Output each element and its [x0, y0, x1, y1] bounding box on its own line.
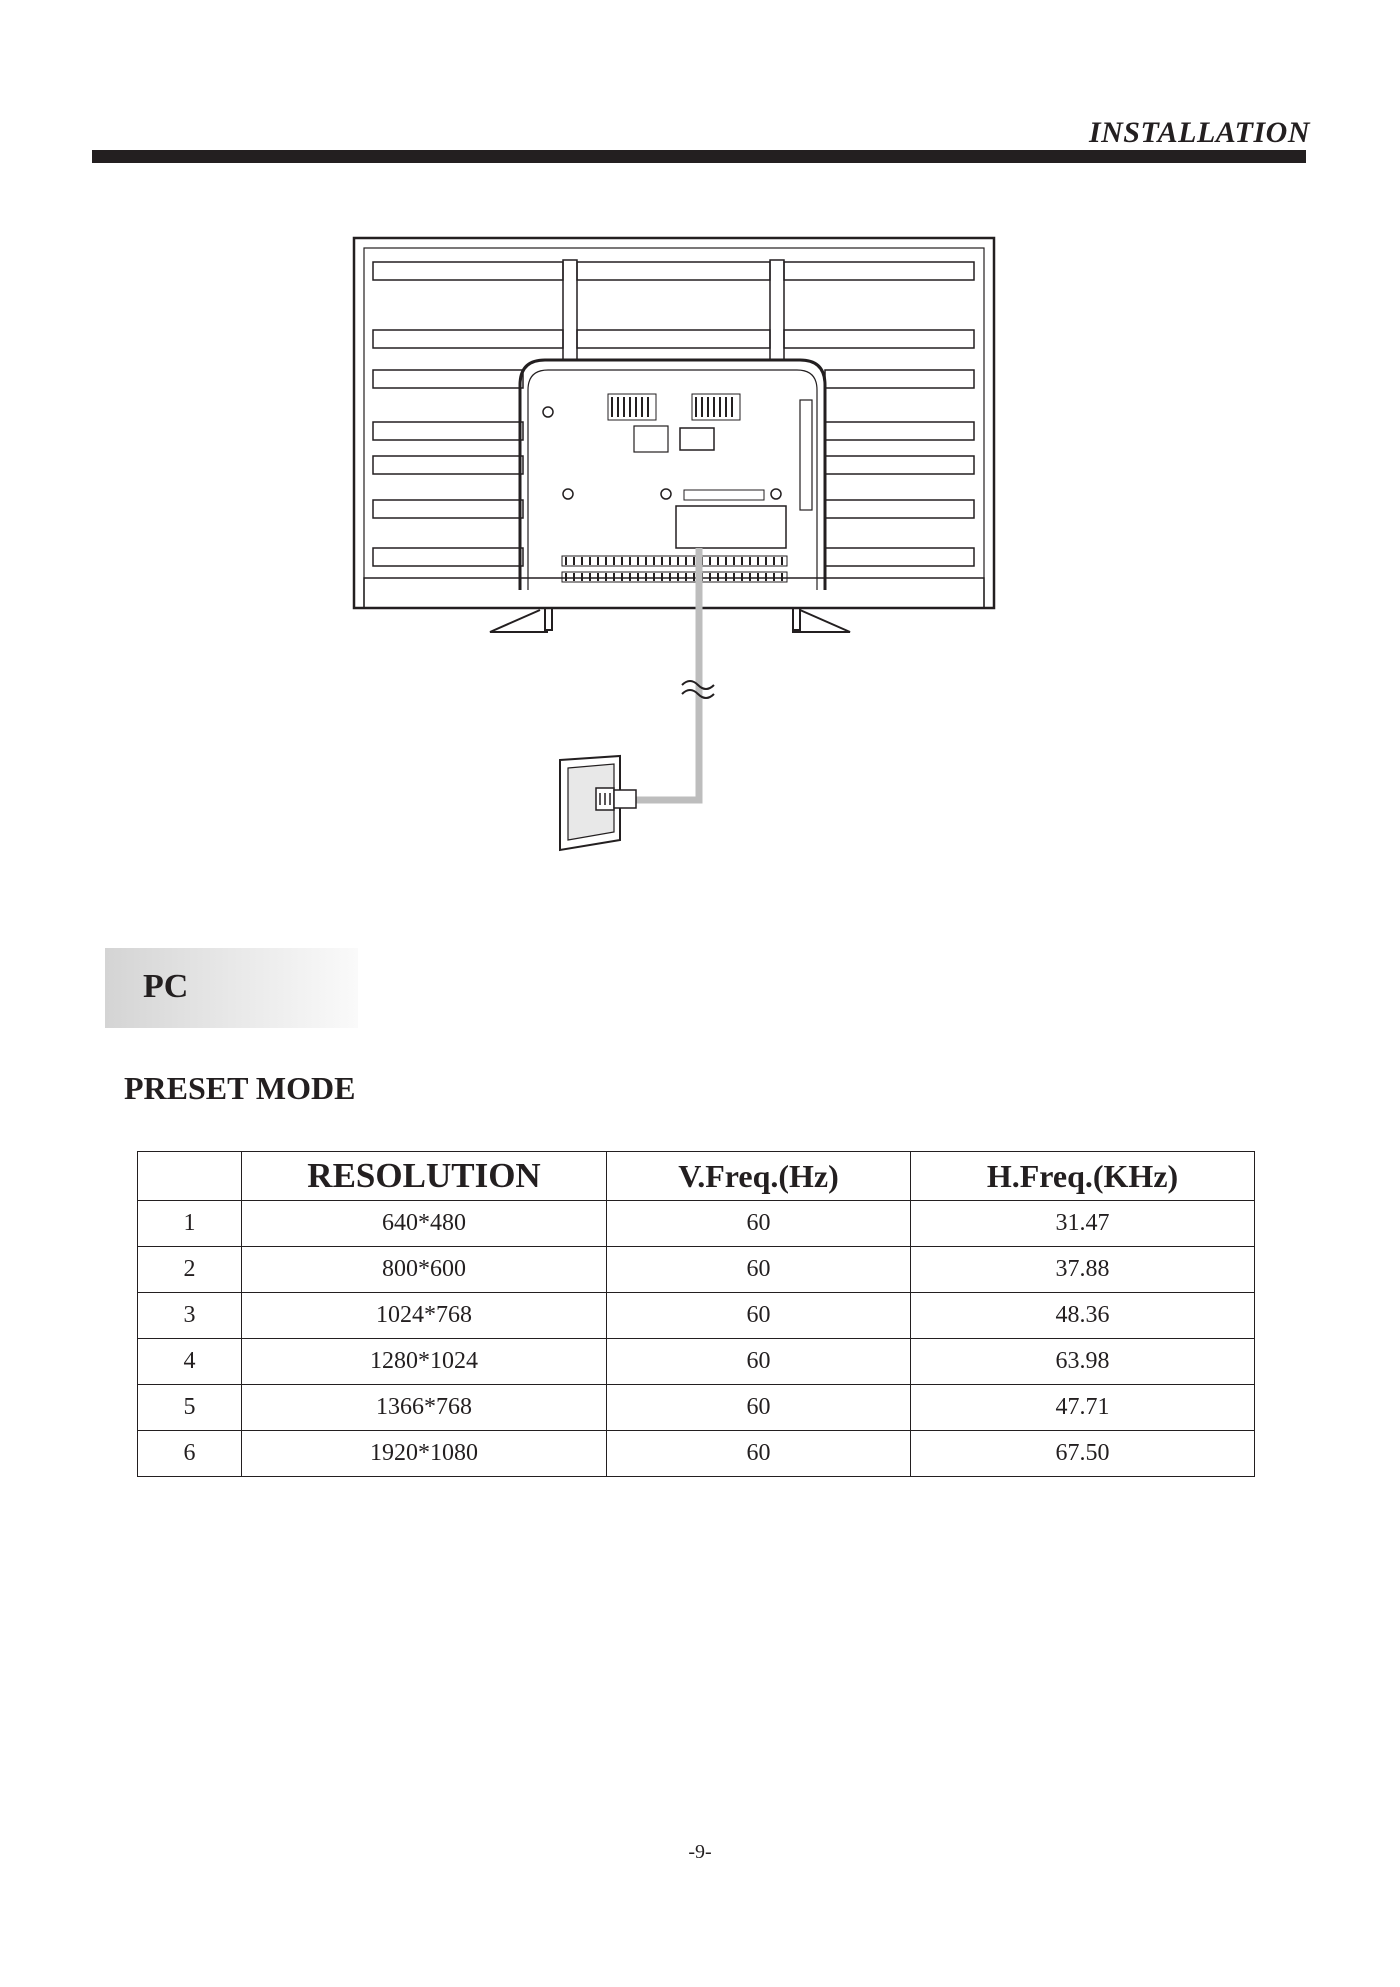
- row-resolution: 800*600: [242, 1247, 607, 1293]
- row-number: 3: [138, 1293, 242, 1339]
- row-resolution: 1920*1080: [242, 1431, 607, 1477]
- row-number: 6: [138, 1431, 242, 1477]
- table-row: [138, 1385, 1255, 1431]
- row-resolution: 1366*768: [242, 1385, 607, 1431]
- wall-outlet: [560, 756, 636, 850]
- row-resolution: 640*480: [242, 1201, 607, 1247]
- tv-power-connection-diagram: [0, 0, 1400, 900]
- table-header-row: [138, 1152, 1255, 1201]
- page-number: -9-: [688, 1841, 712, 1863]
- tv-stand-feet: [490, 608, 850, 632]
- row-hfreq: 37.88: [911, 1247, 1255, 1293]
- row-hfreq: 47.71: [911, 1385, 1255, 1431]
- row-hfreq: 48.36: [911, 1293, 1255, 1339]
- column-header-hfreq: H.Freq.(KHz): [911, 1152, 1255, 1201]
- column-header-vfreq: V.Freq.(Hz): [607, 1152, 911, 1201]
- row-vfreq: 60: [607, 1385, 911, 1431]
- row-number: 4: [138, 1339, 242, 1385]
- row-vfreq: 60: [607, 1293, 911, 1339]
- power-cord: [636, 548, 699, 800]
- row-hfreq: 63.98: [911, 1339, 1255, 1385]
- table-row: [138, 1201, 1255, 1247]
- row-resolution: 1280*1024: [242, 1339, 607, 1385]
- table-row: [138, 1293, 1255, 1339]
- row-resolution: 1024*768: [242, 1293, 607, 1339]
- row-vfreq: 60: [607, 1431, 911, 1477]
- row-hfreq: 31.47: [911, 1201, 1255, 1247]
- power-socket-block: [676, 506, 786, 548]
- rating-label: [634, 426, 668, 452]
- row-number: 1: [138, 1201, 242, 1247]
- screws: [543, 407, 781, 499]
- column-header-number: [138, 1152, 242, 1201]
- vga-port: [680, 428, 714, 450]
- row-vfreq: 60: [607, 1339, 911, 1385]
- tv-back-ribs-left: [373, 262, 563, 566]
- tv-outer-frame: [354, 238, 994, 608]
- table-row: [138, 1247, 1255, 1293]
- tv-back-ribs-center: [577, 262, 770, 348]
- row-number: 5: [138, 1385, 242, 1431]
- preset-mode-table: [137, 1151, 1255, 1477]
- row-number: 2: [138, 1247, 242, 1293]
- section-tab-pc: [105, 948, 358, 1028]
- section-tab-label: PC: [143, 968, 189, 1005]
- column-header-resolution: RESOLUTION: [242, 1152, 607, 1201]
- side-port-panel: [800, 400, 812, 510]
- row-vfreq: 60: [607, 1247, 911, 1293]
- row-vfreq: 60: [607, 1201, 911, 1247]
- table-row: [138, 1339, 1255, 1385]
- tv-inner-frame: [364, 248, 984, 608]
- page-header-title: INSTALLATION: [1088, 116, 1310, 149]
- preset-mode-heading: PRESET MODE: [124, 1070, 356, 1106]
- row-hfreq: 67.50: [911, 1431, 1255, 1477]
- vent-grille: [562, 394, 787, 582]
- tv-back-posts: [563, 260, 784, 360]
- table-row: [138, 1431, 1255, 1477]
